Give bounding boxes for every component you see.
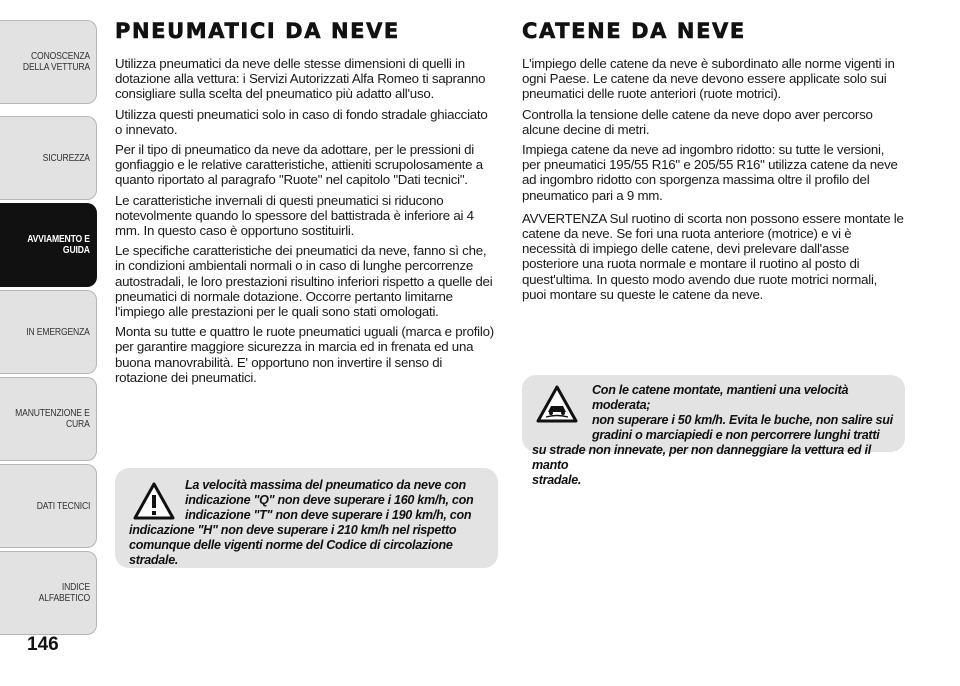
tab-avviamento-e-guida[interactable]: AVVIAMENTO E GUIDA: [0, 203, 97, 287]
tab-in-emergenza[interactable]: IN EMERGENZA: [0, 290, 97, 374]
tab-indice-alfabetico[interactable]: INDICE ALFABETICO: [0, 551, 97, 635]
tab-manutenzione-e-cura[interactable]: MANUTENZIONE E CURA: [0, 377, 97, 461]
paragraph: Controlla la tensione delle catene da neve dopo aver percorso alcune decine di metri.: [522, 106, 873, 137]
warning-box-snow-chains: [522, 375, 905, 487]
left-column: [115, 18, 497, 390]
paragraph: Per il tipo di pneumatico da neve da adottare, per le pressioni di gonfiaggio e le relative caratteristiche, attieniti scrupolosamente a quanto riportato al paragrafo "Ruote" nel capitolo "Dati tecnici".: [115, 142, 483, 188]
section-title-snow-tyres: PNEUMATICI DA NEVE: [115, 19, 400, 43]
warning-text: stradale.: [532, 473, 582, 487]
warning-text: indicazione "T" non deve superare i 190 km/h, con: [185, 508, 472, 522]
paragraph: Impiega catene da neve ad ingombro ridotto: su tutte le versioni, per pneumatici 195/55 R16" e 205/55 R16" utilizza catene da neve ad ingombro ridotto con sporgenza massima oltre il profilo del pneumatico pari a 9 mm.: [522, 142, 898, 203]
warning-text: gradini o marciapiedi e non percorrere lunghi tratti: [592, 428, 880, 442]
paragraph: Monta su tutte e quattro le ruote pneumatici uguali (marca e profilo) per garantire maggiore sicurezza in marcia ed in frenata ed una buona manovrabilità. E' opportuno non invertire il senso di rotazione dei pneumatici.: [115, 324, 494, 385]
warning-text: Con le catene montate, mantieni una velocità moderata;: [592, 383, 849, 412]
paragraph: Utilizza questi pneumatici solo in caso di fondo stradale ghiacciato o innevato.: [115, 106, 488, 137]
warning-text: indicazione "H" non deve superare i 210 km/h nel rispetto: [129, 523, 457, 537]
warning-text: La velocità massima del pneumatico da neve con: [185, 478, 466, 492]
chapter-sidebar: [0, 0, 100, 686]
paragraph: AVVERTENZA Sul ruotino di scorta non possono essere montate le catene da neve. Se fori una ruota anteriore (motrice) e vi è necessità di impiego delle catene, devi prelevare dall'asse posteriore una ruota normale e montare il ruotino al posto di quest'ultima. In questo modo avendo due ruote motrici normali, puoi montare su queste le catene da neve.: [522, 210, 904, 302]
warning-box-snow-tyres: [115, 468, 498, 568]
warning-text: comunque delle vigenti norme del Codice di circolazione stradale.: [129, 538, 453, 567]
paragraph: L'impiego delle catene da neve è subordinato alle norme vigenti in ogni Paese. Le catene da neve devono essere applicate solo sui pneumatici delle ruote anteriori (ruote motrici).: [522, 56, 895, 102]
paragraph: Le specifiche caratteristiche dei pneumatici da neve, fanno sì che, in condizioni ambientali normali o in caso di lunghe percorrenze autostradali, le loro prestazioni risultino inferiori rispetto a quelle dei pneumatici di normale dotazione. Occorre pertanto limitarne l'impiego alle prestazioni per le quali sono stati omologati.: [115, 243, 493, 320]
tab-conoscenza-della-vettura[interactable]: CONOSCENZA DELLA VETTURA: [0, 20, 97, 104]
page-number: 146: [27, 634, 59, 655]
warning-text: indicazione "Q" non deve superare i 160 km/h, con: [185, 493, 474, 507]
car-skid-warning-icon: [536, 385, 578, 423]
right-column: [522, 18, 904, 307]
warning-text: su strade non innevate, per non danneggiare la vettura ed il manto: [532, 443, 871, 472]
section-title-snow-chains: CATENE DA NEVE: [522, 19, 746, 43]
paragraph: Le caratteristiche invernali di questi pneumatici si riducono notevolmente quando lo spessore del battistrada è inferiore ai 4 mm. In questo caso è opportuno sostituirli.: [115, 192, 474, 239]
tab-sicurezza[interactable]: SICUREZZA: [0, 116, 97, 200]
warning-triangle-icon: [133, 482, 175, 520]
tab-dati-tecnici[interactable]: DATI TECNICI: [0, 464, 97, 548]
paragraph: Utilizza pneumatici da neve delle stesse dimensioni di quelli in dotazione alla vettura: i Servizi Autorizzati Alfa Romeo ti sapranno consigliare sulla scelta del pneumatico più adatto all'uso.: [115, 56, 486, 102]
warning-text: non superare i 50 km/h. Evita le buche, non salire sui: [592, 413, 893, 427]
